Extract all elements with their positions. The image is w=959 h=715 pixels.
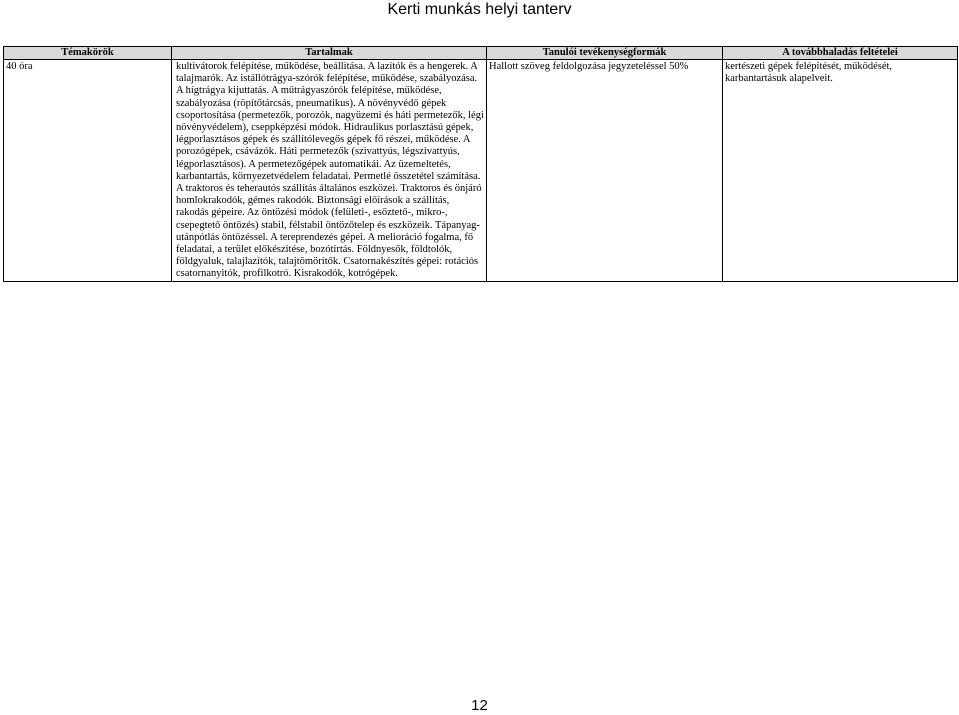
- activity-cell: Hallott szöveg feldolgozása jegyzeteléssel 50%: [487, 60, 723, 282]
- page-title: Kerti munkás helyi tanterv: [387, 1, 572, 18]
- page-number: 12: [471, 697, 488, 714]
- column-header-contents: Tartalmak: [172, 47, 487, 60]
- curriculum-table: [3, 46, 958, 282]
- column-header-student-activities: Tanulói tevékenységformák: [487, 47, 723, 60]
- column-header-topics: Témakörök: [4, 47, 172, 60]
- column-header-progression-conditions: A továbbhaladás feltételei: [723, 47, 958, 60]
- table-header-row: [4, 47, 958, 60]
- table-row: [4, 60, 958, 282]
- topic-cell: 40 óra: [4, 60, 172, 282]
- content-cell: kultivátorok felépítése, működése, beállítása. A lazítók és a hengerek. A talajmarók. Az istállótrágya-szórók felépítése, működése, szabályozása. A hígtrágya kijuttatás. A műtrágyaszórók felépítése, működése, szabályozása (röpítőtárcsás, pneumatikus). A növényvédő gépek csoportosítása (permetezők, porozók, nagyüzemi és háti permetezők, légi növényvédelem), cseppképzési módok. Hidraulikus porlasztású gépek, légporlasztásos gépek és szállítólevegős gépek fő részei, működése. A porozógépek, csávázók. Háti permetezők (szivattyús, légszivattyús, légporlasztásos). A permetezőgépek automatikái. Az üzemeltetés, karbantartás, környezetvédelem feladatai. Permetlé összetétel számítása. A traktoros és teherautós szállítás általános eszközei. Traktoros és önjáró homlokrakodók, gémes rakodók. Biztonsági előírások a szállítás, rakodás gépeire. Az öntözési módok (felületi-, esőztető-, mikro-, csepegtető öntözés) stabil, félstabil öntözőtelep és eszközeik. Tápanyag-utánpótlás öntözéssel. A tereprendezés gépei. A melioráció fogalma, fő feladatai, a terület előkészítése, bozótirtás. Földnyesők, földtolók, földgyaluk, talajlazítók, talajtömörítők. Csatornakészítés gépei: rotációs csatornanyitók, profilkotró. Kisrakodók, kotrógépek.: [172, 60, 487, 282]
- progress-condition-cell: kertészeti gépek felépítését, működését, karbantartásuk alapelveit.: [723, 60, 958, 282]
